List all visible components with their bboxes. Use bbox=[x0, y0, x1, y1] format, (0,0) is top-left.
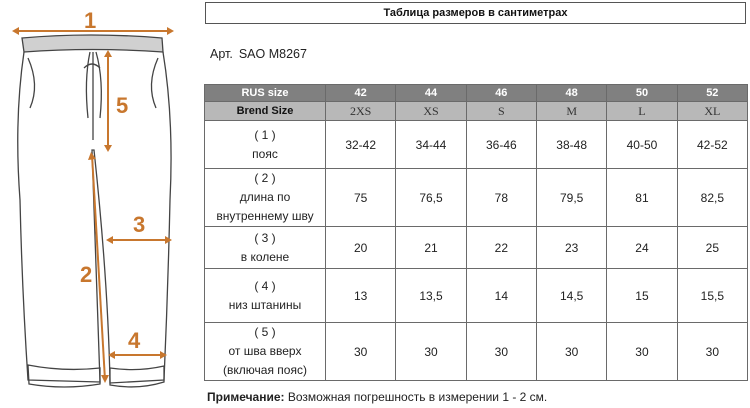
table-cell: 15 bbox=[607, 269, 677, 323]
measurement-number: ( 3 ) bbox=[254, 230, 276, 245]
table-cell: 76,5 bbox=[396, 169, 466, 227]
measurement-name: пояс bbox=[252, 146, 278, 161]
table-cell: 79,5 bbox=[536, 169, 606, 227]
measurement-name: низ штанины bbox=[228, 297, 302, 312]
table-cell: 22 bbox=[466, 227, 536, 269]
brand-size-cell: XS bbox=[396, 102, 466, 121]
measurement-label bbox=[205, 227, 326, 269]
footnote bbox=[207, 390, 547, 404]
pants-measurement-diagram bbox=[0, 0, 200, 408]
table-cell: 23 bbox=[536, 227, 606, 269]
table-row bbox=[205, 121, 748, 169]
footnote-label: Примечание: bbox=[207, 390, 285, 404]
table-cell: 34-44 bbox=[396, 121, 466, 169]
table-row bbox=[205, 227, 748, 269]
brand-size-cell: M bbox=[536, 102, 606, 121]
rus-size-cell: 52 bbox=[677, 85, 747, 102]
brand-size-cell: 2XS bbox=[326, 102, 396, 121]
table-cell: 14 bbox=[466, 269, 536, 323]
rus-size-cell: 44 bbox=[396, 85, 466, 102]
rus-size-label: RUS size bbox=[205, 85, 326, 102]
table-cell: 81 bbox=[607, 169, 677, 227]
measurement-number: ( 1 ) bbox=[254, 127, 276, 142]
table-cell: 13,5 bbox=[396, 269, 466, 323]
table-cell: 30 bbox=[466, 323, 536, 381]
article-value: SAO M8267 bbox=[238, 47, 307, 61]
article-label: Арт. bbox=[210, 47, 233, 61]
footnote-text: Возможная погрешность в измерении 1 - 2 см. bbox=[287, 390, 548, 404]
table-cell: 30 bbox=[536, 323, 606, 381]
rus-size-cell: 50 bbox=[607, 85, 677, 102]
measurement-name: (включая пояс) bbox=[223, 363, 307, 377]
brand-size-row bbox=[205, 102, 748, 121]
measurement-label bbox=[205, 121, 326, 169]
measurement-name: от шва вверх bbox=[228, 344, 302, 358]
table-cell: 21 bbox=[396, 227, 466, 269]
measurement-number: ( 2 ) bbox=[254, 171, 276, 185]
brand-size-cell: L bbox=[607, 102, 677, 121]
rus-size-row bbox=[205, 85, 748, 102]
measurement-name: длина по bbox=[239, 190, 291, 204]
measurement-label bbox=[205, 169, 326, 227]
measurement-number: ( 5 ) bbox=[254, 325, 276, 339]
table-cell: 30 bbox=[607, 323, 677, 381]
measurement-name: в колене bbox=[240, 249, 290, 264]
table-cell: 24 bbox=[607, 227, 677, 269]
rus-size-cell: 42 bbox=[326, 85, 396, 102]
marker-1: 1 bbox=[84, 8, 97, 33]
marker-2: 2 bbox=[80, 262, 93, 287]
size-table bbox=[204, 84, 748, 381]
table-cell: 13 bbox=[326, 269, 396, 323]
table-cell: 20 bbox=[326, 227, 396, 269]
table-cell: 30 bbox=[677, 323, 747, 381]
measurement-label bbox=[205, 323, 326, 381]
table-cell: 30 bbox=[396, 323, 466, 381]
table-cell: 78 bbox=[466, 169, 536, 227]
table-row bbox=[205, 269, 748, 323]
rus-size-cell: 46 bbox=[466, 85, 536, 102]
marker-5: 5 bbox=[116, 93, 129, 118]
measurement-label bbox=[205, 269, 326, 323]
table-cell: 32-42 bbox=[326, 121, 396, 169]
table-cell: 38-48 bbox=[536, 121, 606, 169]
table-title: Таблица размеров в сантиметрах bbox=[205, 2, 746, 24]
table-cell: 30 bbox=[326, 323, 396, 381]
rus-size-cell: 48 bbox=[536, 85, 606, 102]
table-row bbox=[205, 323, 748, 381]
brand-size-label: Brend Size bbox=[205, 102, 326, 121]
brand-size-cell: XL bbox=[677, 102, 747, 121]
measurement-number: ( 4 ) bbox=[254, 278, 276, 293]
marker-3: 3 bbox=[133, 212, 146, 237]
brand-size-cell: S bbox=[466, 102, 536, 121]
table-cell: 42-52 bbox=[677, 121, 747, 169]
marker-4: 4 bbox=[128, 328, 141, 353]
table-cell: 36-46 bbox=[466, 121, 536, 169]
table-row bbox=[205, 169, 748, 227]
table-cell: 15,5 bbox=[677, 269, 747, 323]
table-cell: 82,5 bbox=[677, 169, 747, 227]
measurement-name: внутреннему шву bbox=[216, 209, 314, 223]
article-number bbox=[210, 47, 307, 61]
table-cell: 25 bbox=[677, 227, 747, 269]
table-cell: 14,5 bbox=[536, 269, 606, 323]
table-cell: 40-50 bbox=[607, 121, 677, 169]
table-cell: 75 bbox=[326, 169, 396, 227]
